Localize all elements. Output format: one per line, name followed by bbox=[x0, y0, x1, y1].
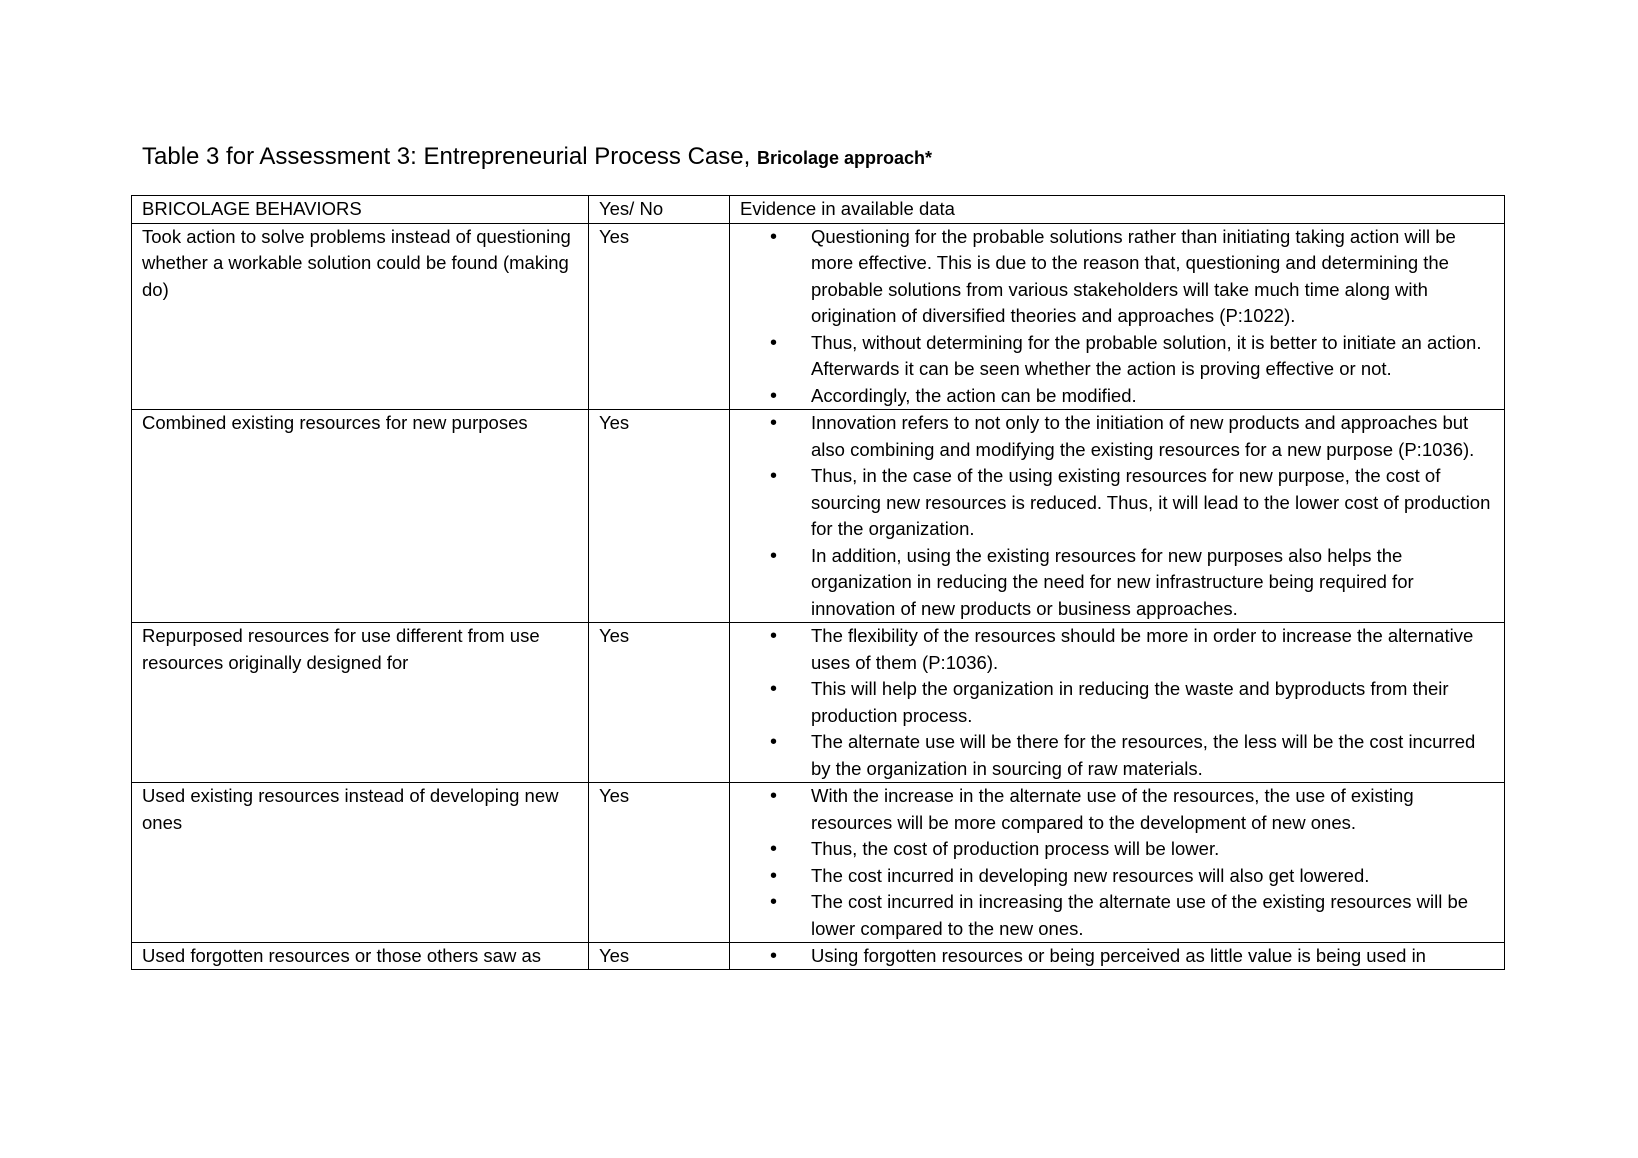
evidence-item: • In addition, using the existing resources for new purposes also helps the organization in reducing the need for new infrastructure being required for innovation of new products or business approaches. bbox=[811, 543, 1494, 623]
answer-cell: Yes bbox=[589, 623, 730, 783]
evidence-item: • Thus, the cost of production process will be lower. bbox=[811, 836, 1494, 863]
bricolage-table bbox=[131, 195, 1505, 970]
table-row bbox=[132, 223, 1505, 410]
answer-cell: Yes bbox=[589, 783, 730, 943]
table-row bbox=[132, 623, 1505, 783]
evidence-item: • The cost incurred in developing new resources will also get lowered. bbox=[811, 863, 1494, 890]
title-main: Table 3 for Assessment 3: Entrepreneurial Process Case bbox=[142, 143, 744, 170]
table-row-partial bbox=[132, 943, 1505, 970]
header-evidence: Evidence in available data bbox=[730, 196, 1505, 224]
evidence-item: • This will help the organization in reducing the waste and byproducts from their production process. bbox=[811, 676, 1494, 729]
answer-text: Yes bbox=[599, 945, 630, 966]
evidence-cell bbox=[730, 410, 1505, 623]
evidence-list bbox=[740, 224, 1494, 410]
title-subtitle: Bricolage approach* bbox=[756, 148, 933, 168]
evidence-item: • Questioning for the probable solutions rather than initiating taking action will be more effective. This is due to the reason that, questioning and determining the probable solutions from various stakeholders will take much time along with origination of diversified theories and approaches (P:1022). bbox=[811, 224, 1494, 330]
page-title bbox=[142, 143, 932, 171]
behavior-cell: Took action to solve problems instead of questioning whether a workable solution could be found (making do) bbox=[132, 223, 589, 410]
evidence-item: • Accordingly, the action can be modified. bbox=[811, 383, 1494, 410]
evidence-item: • Using forgotten resources or being perceived as little value is being used in bbox=[811, 943, 1494, 969]
answer-cell: Yes bbox=[589, 223, 730, 410]
evidence-cell bbox=[730, 943, 1505, 970]
evidence-cell bbox=[730, 783, 1505, 943]
evidence-item: • Innovation refers to not only to the initiation of new products and approaches but also combining and modifying the existing resources for a new purpose (P:1036). bbox=[811, 410, 1494, 463]
evidence-list bbox=[740, 410, 1494, 622]
evidence-cell bbox=[730, 223, 1505, 410]
evidence-item: • With the increase in the alternate use of the resources, the use of existing resources will be more compared to the development of new ones. bbox=[811, 783, 1494, 836]
table-row bbox=[132, 783, 1505, 943]
evidence-item: • The alternate use will be there for the resources, the less will be the cost incurred by the organization in sourcing of raw materials. bbox=[811, 729, 1494, 782]
evidence-item: • Thus, in the case of the using existing resources for new purpose, the cost of sourcing new resources is reduced. Thus, it will lead to the lower cost of production for the organization. bbox=[811, 463, 1494, 543]
behavior-text: Used forgotten resources or those others saw as bbox=[142, 945, 541, 966]
evidence-cell bbox=[730, 623, 1505, 783]
behavior-cell: Repurposed resources for use different from use resources originally designed for bbox=[132, 623, 589, 783]
evidence-item: • The flexibility of the resources should be more in order to increase the alternative uses of them (P:1036). bbox=[811, 623, 1494, 676]
answer-cell: Yes bbox=[589, 410, 730, 623]
evidence-list bbox=[740, 783, 1494, 942]
header-yes-no: Yes/ No bbox=[589, 196, 730, 224]
evidence-item: • Thus, without determining for the probable solution, it is better to initiate an action. Afterwards it can be seen whether the action is proving effective or not. bbox=[811, 330, 1494, 383]
behavior-cell bbox=[132, 943, 589, 970]
table-row bbox=[132, 410, 1505, 623]
evidence-list bbox=[740, 943, 1494, 969]
behavior-cell: Combined existing resources for new purposes bbox=[132, 410, 589, 623]
title-separator: , bbox=[743, 143, 757, 170]
evidence-list bbox=[740, 623, 1494, 782]
answer-cell bbox=[589, 943, 730, 970]
behavior-cell: Used existing resources instead of developing new ones bbox=[132, 783, 589, 943]
header-behaviors: BRICOLAGE BEHAVIORS bbox=[132, 196, 589, 224]
table-header-row bbox=[132, 196, 1505, 224]
evidence-item: • The cost incurred in increasing the alternate use of the existing resources will be lower compared to the new ones. bbox=[811, 889, 1494, 942]
